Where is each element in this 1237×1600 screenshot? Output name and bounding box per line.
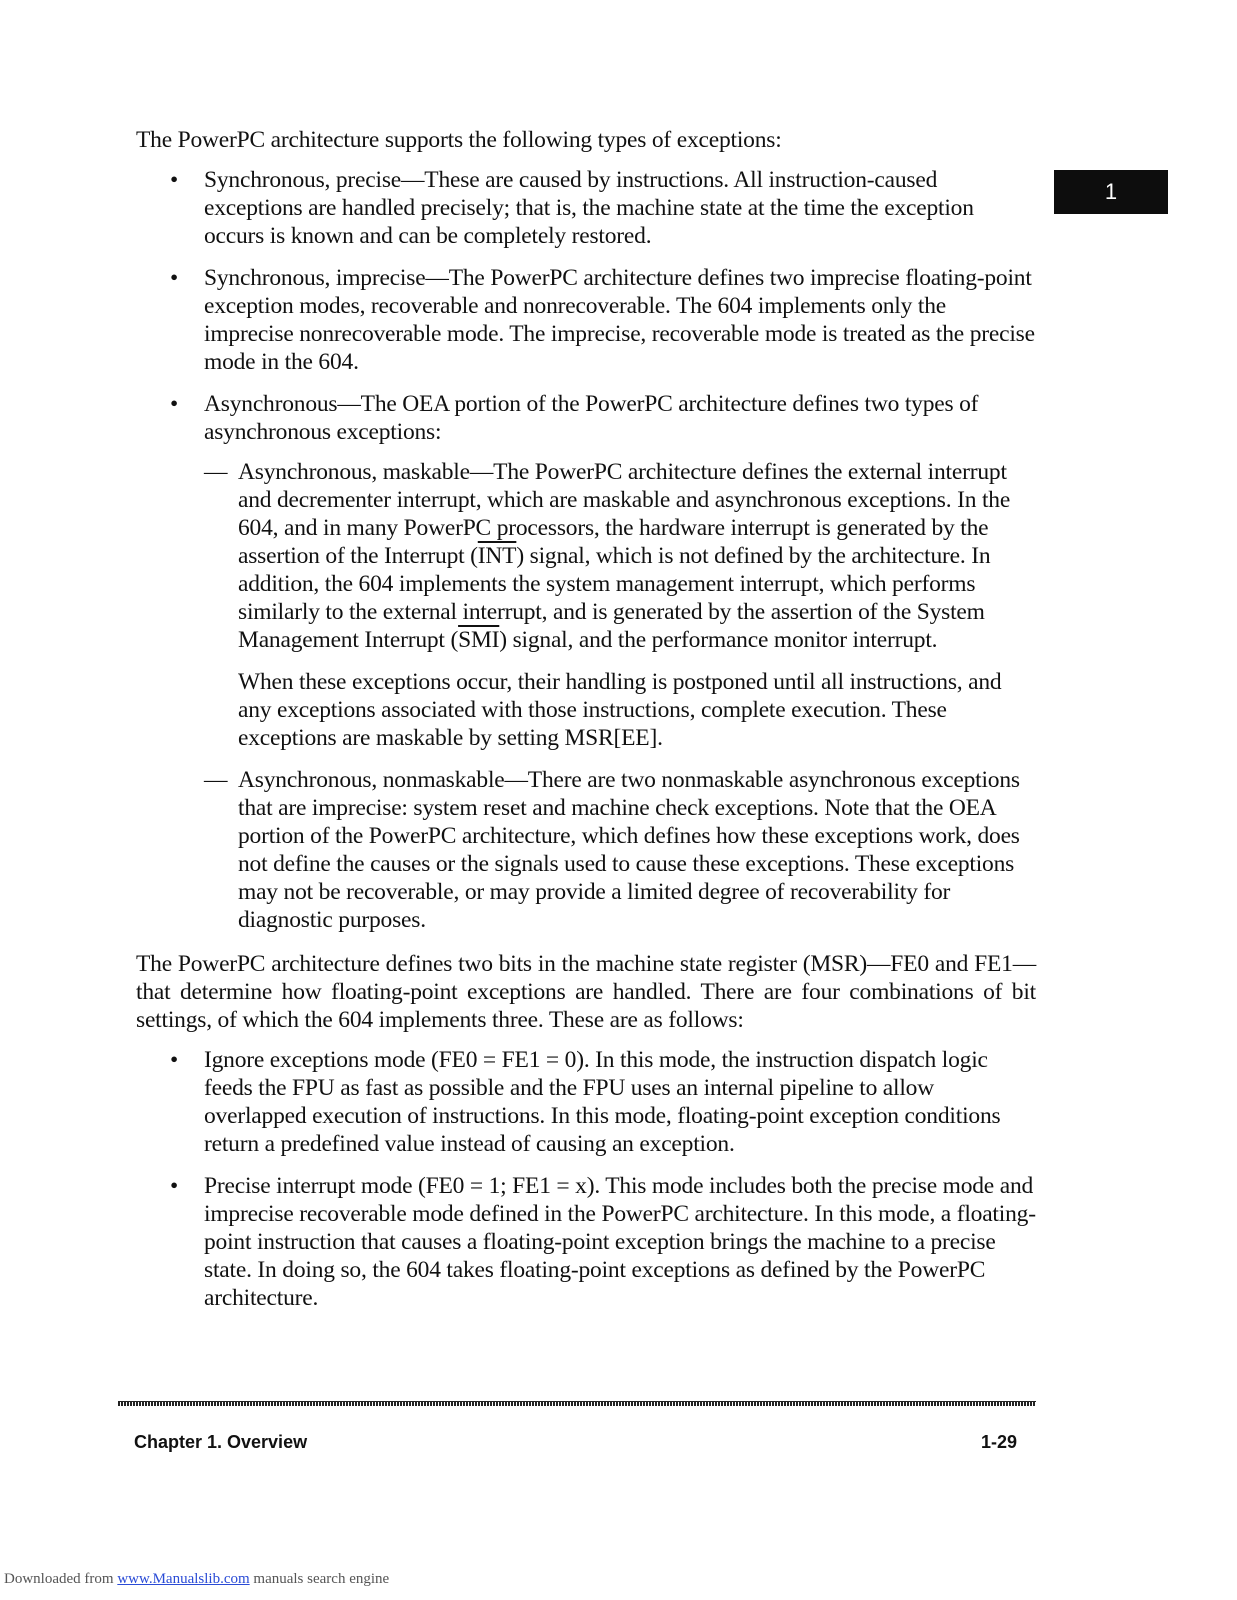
watermark-prefix: Downloaded from bbox=[4, 1571, 118, 1587]
list-item bbox=[136, 1172, 1036, 1312]
download-watermark bbox=[4, 1570, 389, 1588]
list-item bbox=[136, 1046, 1036, 1158]
bullet-icon: • bbox=[170, 1173, 179, 1199]
list-item-text: Synchronous, imprecise—The PowerPC architecture defines two imprecise floating-point exception modes, recoverable and nonrecoverable. The 604 implements only the imprecise nonrecoverable mode. The imprecise, recoverable mode is treated as the precise mode in the 604. bbox=[204, 265, 1035, 375]
bullet-icon: • bbox=[170, 391, 179, 417]
bullet-icon: • bbox=[170, 1047, 179, 1073]
signal-int: $\overline{INT}$ bbox=[477, 543, 517, 569]
sub-list-item-text: Asynchronous, nonmaskable—There are two nonmaskable asynchronous exceptions that are imprecise: system reset and machine check exceptions. Note that the OEA portion of the PowerPC architecture, which defines how these exceptions work, does not define the causes or the signals used to cause these exceptions. These exceptions may not be recoverable, or may provide a limited degree of recoverability for diagnostic purposes. bbox=[238, 767, 1020, 933]
list-item-text: Synchronous, precise—These are caused by instructions. All instruction-caused exceptions are handled precisely; that is, the machine state at the time the exception occurs is known and can be completely restored. bbox=[204, 167, 974, 249]
bullet-icon: • bbox=[170, 167, 179, 193]
sub-list-item-text: ) signal, which is not defined by the architecture. In addition, the 604 implements the system management interrupt, which performs similarly to the external interrupt, and is generated by the assertion of the System Management Interrupt ( bbox=[238, 543, 991, 653]
list-item-text: Ignore exceptions mode (FE0 = FE1 = 0). In this mode, the instruction dispatch logic feeds the FPU as fast as possible and the FPU uses an internal pipeline to allow overlapped execution of instructions. In this mode, floating-point exception conditions return a predefined value instead of causing an exception. bbox=[204, 1047, 1001, 1157]
sub-list-item-text: ) signal, and the performance monitor interrupt. bbox=[499, 627, 938, 653]
list-item bbox=[136, 390, 1036, 446]
signal-smi: $\overline{SMI}$ bbox=[458, 627, 500, 653]
watermark-suffix: manuals search engine bbox=[249, 1571, 390, 1587]
footer-page-number: 1-29 bbox=[980, 1432, 1017, 1452]
bullet-icon: • bbox=[170, 265, 179, 291]
footer-chapter: Chapter 1. Overview bbox=[134, 1432, 308, 1452]
sub-list-item bbox=[136, 458, 1036, 654]
sub-list-item bbox=[136, 766, 1036, 934]
list-item-text: Asynchronous—The OEA portion of the PowerPC architecture defines two types of asynchronous exceptions: bbox=[204, 391, 979, 445]
body-text bbox=[136, 126, 1036, 1326]
chapter-tab: 1 bbox=[1054, 170, 1168, 214]
footer-rule bbox=[118, 1401, 1036, 1406]
manualslib-link[interactable]: www.Manualslib.com bbox=[117, 1571, 250, 1587]
list-item bbox=[136, 264, 1036, 376]
dash-icon: — bbox=[204, 459, 228, 485]
sub-list-continuation: When these exceptions occur, their handling is postponed until all instructions, and any exceptions associated with those instructions, complete execution. These exceptions are maskable by setting MSR[EE]. bbox=[238, 669, 1002, 751]
list-item-text: Precise interrupt mode (FE0 = 1; FE1 = x). This mode includes both the precise mode and imprecise recoverable mode defined in the PowerPC architecture. In this mode, a floating-point instruction that causes a floating-point exception brings the machine to a precise state. In doing so, the 604 takes floating-point exceptions as defined by the PowerPC architecture. bbox=[204, 1173, 1036, 1311]
dash-icon: — bbox=[204, 767, 228, 793]
sub-list-item-text: Asynchronous, maskable—The PowerPC architecture defines the external interrupt and decrementer interrupt, which are maskable and asynchronous exceptions. In the 604, and in many PowerPC processors, the hardware interrupt is generated by the assertion of the Interrupt ( bbox=[238, 459, 1011, 569]
list-item bbox=[136, 166, 1036, 250]
msr-paragraph: The PowerPC architecture defines two bits in the machine state register (MSR)—FE0 and FE1—that determine how floating-point exceptions are handled. There are four combinations of bit settings, of which the 604 implements three. These are as follows: bbox=[136, 951, 1036, 1033]
intro-paragraph: The PowerPC architecture supports the following types of exceptions: bbox=[136, 127, 782, 153]
